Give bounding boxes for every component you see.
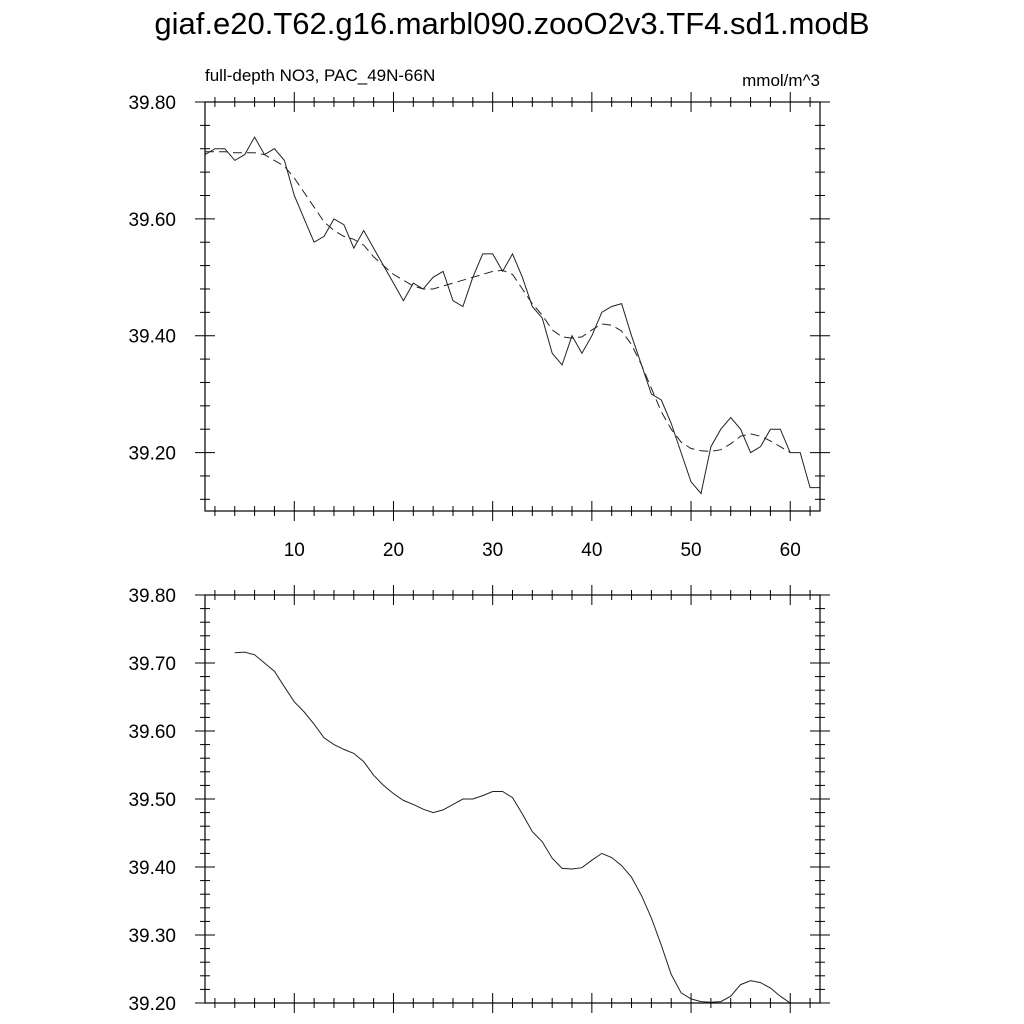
- chart-top-xtick-label: 40: [581, 540, 603, 561]
- chart-bottom-series-line-0-solid: [235, 652, 790, 1003]
- chart-bottom-ytick-label: 39.50: [128, 790, 176, 811]
- chart-top-xtick-label: 50: [680, 540, 702, 561]
- chart-bottom-ytick-label: 39.30: [128, 926, 176, 947]
- chart-top-units: mmol/m^3: [742, 71, 820, 90]
- chart-bottom-series: [235, 652, 790, 1003]
- chart-bottom-ticks: [195, 585, 830, 1013]
- chart-top-ytick-label: 39.80: [128, 93, 176, 114]
- chart-bottom-ytick-label: 39.80: [128, 586, 176, 607]
- chart-bottom-ytick-label: 39.40: [128, 858, 176, 879]
- chart-top-ytick-label: 39.40: [128, 326, 176, 348]
- chart-bottom-ytick-label: 39.70: [128, 654, 176, 675]
- chart-top-ytick-label: 39.20: [128, 443, 176, 465]
- chart-top-xtick-label: 10: [283, 540, 305, 561]
- chart-top-ytick-label: 39.60: [128, 209, 176, 231]
- chart-bottom-plot-frame: [205, 595, 820, 1003]
- chart-bottom-ytick-label: 39.20: [128, 994, 176, 1015]
- chart-top-title: full-depth NO3, PAC_49N-66N: [205, 66, 436, 85]
- chart-top-xtick-label: 30: [482, 540, 504, 561]
- chart-top-xtick-label: 20: [382, 540, 405, 561]
- figure-title: giaf.e20.T62.g16.marbl090.zooO2v3.TF4.sd1.modB: [154, 6, 870, 41]
- chart-bottom-tick-labels: [128, 586, 176, 1015]
- chart-bottom-ytick-label: 39.60: [128, 722, 176, 743]
- chart-top-xtick-label: 60: [779, 540, 801, 561]
